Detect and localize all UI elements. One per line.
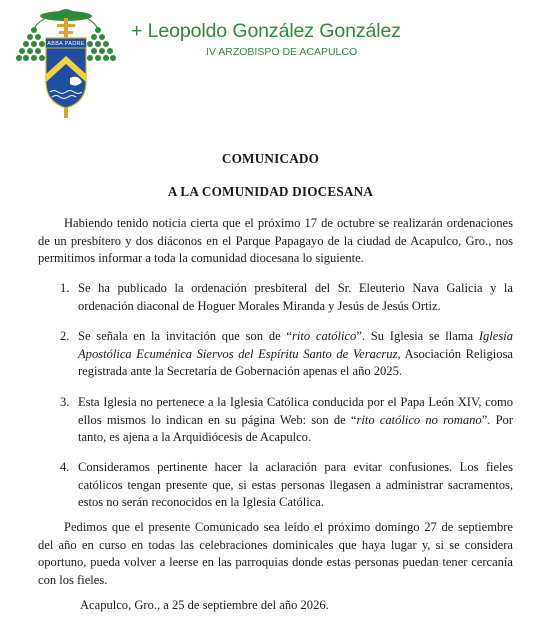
list-item-text-part: ”. Su Iglesia se llama [356,329,479,343]
list-item-text-part: , Asociación Religiosa registrada ante la Secretaría de Gobernación apenas el año 2025. [78,346,513,378]
list-item-text-part: Se ha publicado la ordenación presbiteral del Sr. Eleuterio Nava Galicia y la ordenación diaconal de Hoguer Morales Miranda y Jesús de Jesús Ortiz. [78,281,513,313]
coat-of-arms-icon [14,4,118,120]
list-item-text [78,280,513,315]
list-item-number: 2. [60,329,70,343]
list-item [38,459,513,512]
list-item-number: 4. [60,460,70,474]
list-item-text-part: ”. Por tanto, es ajena a la Arquidiócesis de Acapulco. [78,412,514,444]
coat-of-arms-emblem [14,4,118,120]
document-subtitle: A LA COMUNIDAD DIOCESANA [167,184,374,199]
list-item-text [78,459,513,512]
list-item-number: 3. [60,395,70,409]
bishop-name: + Leopoldo González González [131,20,401,42]
list-item-text-part: Se señala en la invitación que son de “ [78,329,293,343]
list-item-number: 1. [60,281,70,295]
list-item-text-part: Esta Iglesia no pertenece a la Iglesia Católica conducida por el Papa León XIV, como ellos mismos lo indican en su página Web: son de “ [78,395,513,427]
list-item [38,328,513,381]
place-and-date: Acapulco, Gro., a 25 de septiembre del año 2026. [80,598,329,612]
list-item-text [78,328,513,381]
bishop-title: IV ARZOBISPO DE ACAPULCO [206,46,358,58]
intro-paragraph: Habiendo tenido noticia cierta que el próximo 17 de octubre se realizarán ordenaciones de un presbítero y dos diáconos en el Parque Papagayo de la ciudad de Acapulco, Gro., nos permitimos informar a toda la comunidad diocesana lo siguiente. [38,216,513,265]
list-item-text [78,394,513,447]
quoted-rite-text: rito católico [292,329,357,343]
arms-motto-text: ABBA PADRE [47,41,85,47]
quoted-rite-text: rito católico no romano [356,412,482,427]
list-item-text-part: Consideramos pertinente hacer la aclaración para evitar confusiones. Los fieles católicos tengan presente que, si estas personas llegasen a administrar sacramentos, estos no serán reconocidos en la Iglesia Católica. [78,460,513,509]
church-name-text: Iglesia Apostólica Ecuménica Siervos del Espíritu Santo de Veracruz [78,329,514,361]
list-item [38,394,513,447]
closing-paragraph: Pedimos que el presente Comunicado sea leído el próximo domingo 27 de septiembre del año en curso en todas las celebraciones dominicales que haya lugar y, si se considera oportuno, pueda volver a leerse en las parroquias donde estas personas puedan tener cercanía con los fieles. [38,520,513,587]
document-title: COMUNICADO [221,151,320,166]
list-item [38,280,513,315]
